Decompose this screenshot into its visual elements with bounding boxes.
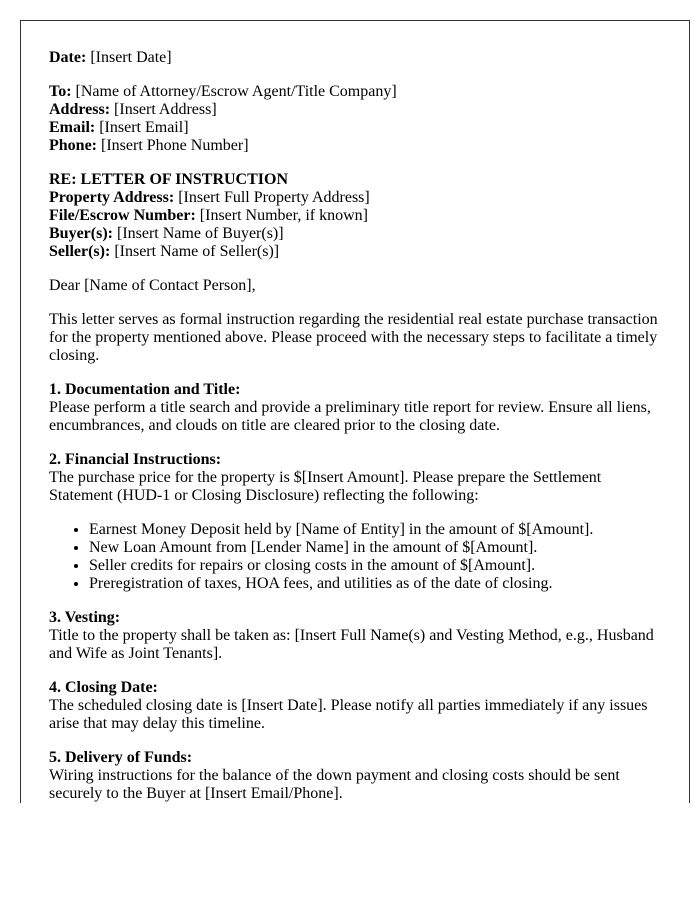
sellers-line (49, 243, 661, 261)
section-body: Title to the property shall be taken as: [Insert Full Name(s) and Vesting Method, e.g., Husband and Wife as Joint Tenants]. (49, 627, 654, 662)
financial-bullet-list (49, 521, 661, 593)
file-number-line (49, 207, 661, 225)
reference-block (49, 171, 661, 261)
section-body: Wiring instructions for the balance of the down payment and closing costs should be sent securely to the Buyer at [Insert Email/Phone]. (49, 767, 620, 802)
section-title: 4. Closing Date: (49, 679, 158, 696)
property-address-line (49, 189, 661, 207)
sellers-label: Seller(s): (49, 243, 111, 260)
email-label: Email: (49, 119, 96, 136)
email-line (49, 119, 661, 137)
to-line (49, 83, 661, 101)
section-title: 5. Delivery of Funds: (49, 749, 193, 766)
file-number-value: [Insert Number, if known] (199, 207, 368, 224)
email-value: [Insert Email] (99, 119, 189, 136)
buyers-value: [Insert Name of Buyer(s)] (116, 225, 284, 242)
section-vesting (49, 609, 661, 663)
buyers-label: Buyer(s): (49, 225, 113, 242)
recipient-block (49, 83, 661, 155)
section-financial (49, 451, 661, 505)
to-value: [Name of Attorney/Escrow Agent/Title Company] (75, 83, 397, 100)
list-item: • Earnest Money Deposit held by [Name of Entity] in the amount of $[Amount]. (89, 521, 661, 539)
section-title: 3. Vesting: (49, 609, 121, 626)
sellers-value: [Insert Name of Seller(s)] (114, 243, 280, 260)
section-title: 1. Documentation and Title: (49, 381, 241, 398)
address-line (49, 101, 661, 119)
phone-line (49, 137, 661, 155)
section-delivery-of-funds (49, 749, 661, 803)
salutation: Dear [Name of Contact Person], (49, 277, 256, 294)
property-address-label: Property Address: (49, 189, 175, 206)
letter-page (20, 20, 690, 803)
list-item: • Preregistration of taxes, HOA fees, and utilities as of the date of closing. (89, 575, 661, 593)
phone-value: [Insert Phone Number] (101, 137, 249, 154)
section-title: 2. Financial Instructions: (49, 451, 222, 468)
subject-line (49, 171, 661, 189)
section-body: Please perform a title search and provide a preliminary title report for review. Ensure all liens, encumbrances, and clouds on title are cleared prior to the closing date. (49, 399, 651, 434)
phone-label: Phone: (49, 137, 97, 154)
date-line (49, 49, 661, 67)
subject: RE: LETTER OF INSTRUCTION (49, 171, 289, 188)
file-number-label: File/Escrow Number: (49, 207, 196, 224)
date-value: [Insert Date] (90, 49, 172, 66)
address-value: [Insert Address] (114, 101, 217, 118)
buyers-line (49, 225, 661, 243)
to-label: To: (49, 83, 72, 100)
address-label: Address: (49, 101, 111, 118)
list-item: • Seller credits for repairs or closing costs in the amount of $[Amount]. (89, 557, 661, 575)
section-body: The purchase price for the property is $[Insert Amount]. Please prepare the Settlement Statement (HUD-1 or Closing Disclosure) reflecting the following: (49, 469, 602, 504)
section-documentation (49, 381, 661, 435)
date-label: Date: (49, 49, 87, 66)
list-item: • New Loan Amount from [Lender Name] in the amount of $[Amount]. (89, 539, 661, 557)
intro-paragraph: This letter serves as formal instruction regarding the residential real estate purchase transaction for the property mentioned above. Please proceed with the necessary steps to facilitate a timely closing. (49, 311, 658, 364)
section-closing-date (49, 679, 661, 733)
property-address-value: [Insert Full Property Address] (178, 189, 370, 206)
section-body: The scheduled closing date is [Insert Date]. Please notify all parties immediately if any issues arise that may delay this timeline. (49, 697, 648, 732)
